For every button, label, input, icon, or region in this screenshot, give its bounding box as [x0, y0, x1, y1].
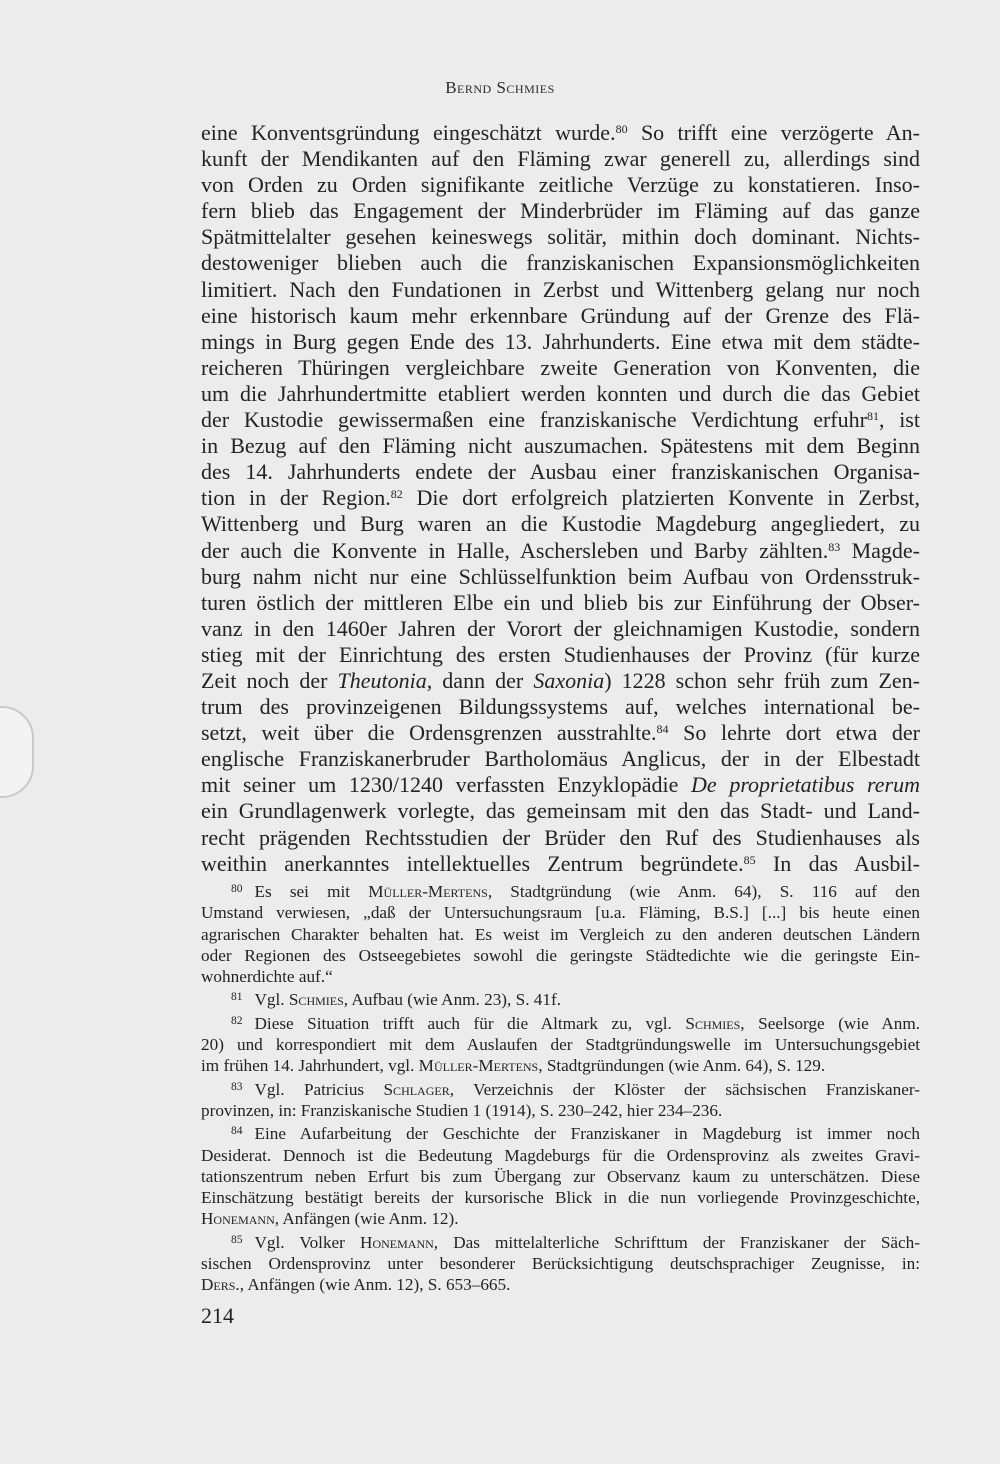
text-run: 20) und korrespondiert mit dem Auslaufen der Stadtgründungswelle im Untersuchungsgebiet	[201, 1035, 920, 1055]
author-name: Honemann	[360, 1232, 434, 1252]
text-line	[201, 694, 920, 720]
footnote-number: 80	[231, 883, 243, 895]
footnote-line	[201, 924, 920, 945]
text-line	[201, 433, 920, 459]
text-run: Vgl.	[254, 990, 289, 1010]
text-run: reicheren Thüringen vergleichbare zweite Generation von Konventen, die	[201, 354, 920, 380]
text-run: trum des provinzeigenen Bildungssystems auf, welches international be-	[201, 694, 920, 720]
footnote-line	[201, 989, 920, 1010]
footnote-line	[201, 1232, 920, 1253]
text-run: Wittenberg und Burg waren an die Kustodie Magdeburg angegliedert, zu	[201, 511, 920, 537]
text-line	[201, 851, 920, 877]
author-name: Schlager	[383, 1079, 450, 1099]
author-name: Honemann	[201, 1209, 275, 1229]
text-run: , dann der	[426, 667, 534, 693]
italic-text: De proprietatibus rerum	[691, 772, 920, 798]
footnote-line	[201, 1208, 920, 1229]
text-run: tion in der Region.	[201, 485, 391, 511]
text-line	[201, 329, 920, 355]
text-run: ein Grundlagenwerk vorlegte, das gemeinsam mit den das Stadt- und Land-	[201, 798, 920, 824]
text-run: , Verzeichnis der Klöster der sächsischen Franziskaner-	[449, 1079, 920, 1099]
text-run: , Stadtgründung (wie Anm. 64), S. 116 auf den	[487, 882, 920, 901]
text-run: der Kustodie gewissermaßen eine franziskanische Verdichtung erfuhr	[201, 407, 867, 433]
text-run: recht prägenden Rechtsstudien der Brüder den Ruf des Studienhauses als	[201, 824, 920, 850]
text-run: ) 1228 schon sehr früh zum Zen-	[604, 667, 920, 693]
text-line	[201, 146, 920, 172]
footnote-line	[201, 1013, 920, 1034]
text-line	[201, 407, 920, 433]
italic-text: Theutonia	[337, 667, 427, 693]
page-tab-marker	[0, 706, 34, 798]
footnote-number: 85	[231, 1233, 243, 1246]
footnote-reference: 81	[866, 409, 879, 424]
text-run: limitiert. Nach den Fundationen in Zerbst und Wittenberg gelang nur noch	[201, 276, 920, 302]
text-run: agrarischen Charakter behalten hat. Es weist im Vergleich zu den anderen deutschen Ländern	[201, 924, 920, 944]
footnote-line	[201, 881, 920, 902]
text-run: Zeit noch der	[201, 667, 338, 693]
text-line	[201, 250, 920, 276]
text-run: in Bezug auf den Fläming nicht auszumachen. Spätestens mit dem Beginn	[201, 433, 920, 459]
footnote	[201, 1079, 920, 1122]
footnote-line	[201, 1187, 920, 1208]
text-run: weithin anerkanntes intellektuelles Zentrum begründete.	[201, 850, 744, 876]
text-run: vanz in den 1460er Jahren der Vorort der gleichnamigen Kustodie, sondern	[201, 615, 920, 641]
footnote-reference: 83	[828, 539, 841, 554]
text-line	[201, 459, 920, 485]
text-run: provinzen, in: Franziskanische Studien 1 (1914), S. 230–242, hier 234–236.	[201, 1100, 723, 1120]
text-line	[201, 277, 920, 303]
footnote-reference: 82	[390, 487, 403, 502]
footnote-line	[201, 1055, 920, 1076]
text-run: destoweniger blieben auch die franziskanischen Expansionsmöglichkeiten	[201, 250, 920, 276]
footnote-line	[201, 1166, 920, 1187]
text-run: burg nahm nicht nur eine Schlüsselfunktion beim Aufbau von Ordensstruk-	[201, 563, 920, 589]
text-run: oder Regionen des Ostseegebietes sowohl die geringste Städtedichte wie die geringste Ein-	[201, 945, 920, 965]
text-line	[201, 642, 920, 668]
main-text	[201, 120, 920, 877]
italic-text: Saxonia	[533, 667, 605, 693]
footnotes	[201, 881, 920, 1298]
footnote-reference: 85	[743, 852, 756, 867]
text-run: der auch die Konvente in Halle, Aschersleben und Barby zählten.	[201, 537, 829, 563]
text-run: mings in Burg gegen Ende des 13. Jahrhunderts. Eine etwa mit dem städte-	[201, 328, 920, 354]
author-name: Schmies	[288, 990, 344, 1010]
text-run: setzt, weit über die Ordensgrenzen ausstrahlte.	[201, 720, 657, 746]
text-line	[201, 538, 920, 564]
text-run: , Das mittelalterliche Schrifttum der Franziskaner der Säch-	[433, 1232, 920, 1252]
text-run: , ist	[878, 407, 920, 433]
text-line	[201, 798, 920, 824]
text-line	[201, 511, 920, 537]
footnote-line	[201, 945, 920, 966]
footnote-line	[201, 1145, 920, 1166]
footnote-line	[201, 1034, 920, 1055]
footnote-line	[201, 1100, 920, 1121]
text-line	[201, 172, 920, 198]
page-number: 214	[201, 1303, 234, 1328]
text-run: Es sei mit	[254, 882, 369, 901]
text-run: eine historisch kaum mehr erkennbare Gründung auf der Grenze des Flä-	[201, 302, 920, 328]
text-line	[201, 485, 920, 511]
author-name: Müller-Mertens	[368, 882, 488, 901]
text-run: , Stadtgründungen (wie Anm. 64), S. 129.	[538, 1056, 826, 1076]
footnote	[201, 1013, 920, 1077]
text-run: Magde-	[840, 537, 921, 563]
text-line	[201, 668, 920, 694]
text-run: mit seiner um 1230/1240 verfassten Enzyklopädie	[201, 772, 692, 798]
text-line	[201, 564, 920, 590]
text-run: Vgl. Patricius	[254, 1079, 384, 1099]
footnote-line	[201, 966, 920, 987]
text-run: ., Anfängen (wie Anm. 12), S. 653–665.	[235, 1275, 511, 1295]
footnote-reference: 84	[656, 722, 669, 737]
text-run: Spätmittelalter gesehen keineswegs solitär, mithin doch dominant. Nichts-	[201, 224, 920, 250]
text-run: Umstand verwiesen, „daß der Untersuchungsraum [u.a. Fläming, B.S.] [...] bis heute einen	[201, 903, 920, 923]
footnote	[201, 989, 920, 1010]
text-line	[201, 825, 920, 851]
text-run: , Aufbau (wie Anm. 23), S. 41f.	[343, 990, 561, 1010]
footnote-reference: 80	[615, 122, 628, 136]
text-run: stieg mit der Einrichtung des ersten Studienhauses der Provinz (für kurze	[201, 641, 920, 667]
author-name: Schmies	[685, 1013, 741, 1033]
footnote-number: 83	[231, 1080, 243, 1093]
footnote	[201, 1123, 920, 1229]
text-run: des 14. Jahrhunderts endete der Ausbau einer franziskanischen Organisa-	[201, 459, 920, 485]
footnote-number: 84	[231, 1125, 243, 1138]
text-run: turen östlich der mittleren Elbe ein und blieb bis zur Einführung der Obser-	[201, 589, 920, 615]
text-line	[201, 224, 920, 250]
text-run: , Seelsorge (wie Anm.	[740, 1013, 920, 1033]
text-run: Diese Situation trifft auch für die Altmark zu, vgl.	[254, 1013, 686, 1033]
text-line	[201, 720, 920, 746]
text-line	[201, 303, 920, 329]
footnote-line	[201, 1274, 920, 1295]
footnote-line	[201, 1253, 920, 1274]
footnote-line	[201, 1123, 920, 1144]
text-run: kunft der Mendikanten auf den Fläming zwar generell zu, allerdings sind	[201, 146, 920, 172]
text-run: Vgl. Volker	[254, 1232, 361, 1252]
text-line	[201, 381, 920, 407]
text-run: fern blieb das Engagement der Minderbrüder im Fläming auf das ganze	[201, 198, 920, 224]
text-line	[201, 198, 920, 224]
text-run: von Orden zu Orden signifikante zeitliche Verzüge zu konstatieren. Inso-	[201, 172, 920, 198]
footnote-number: 81	[231, 991, 243, 1004]
text-run: Die dort erfolgreich platzierten Konvente in Zerbst,	[402, 485, 920, 511]
text-line	[201, 772, 920, 798]
text-run: So trifft eine verzögerte An-	[627, 120, 920, 145]
text-run: Eine Aufarbeitung der Geschichte der Franziskaner in Magdeburg ist immer noch	[254, 1124, 920, 1144]
text-line	[201, 120, 920, 146]
text-line	[201, 355, 920, 381]
footnote	[201, 881, 920, 987]
text-line	[201, 746, 920, 772]
running-header: Bernd Schmies	[445, 78, 555, 97]
text-run: eine Konventsgründung eingeschätzt wurde.	[201, 120, 616, 145]
text-run: Desiderat. Dennoch ist die Bedeutung Magdeburgs für die Ordensprovinz als zweites Gravi-	[201, 1145, 920, 1165]
text-run: englische Franziskanerbruder Bartholomäus Anglicus, der in der Elbestadt	[201, 746, 920, 772]
footnote-number: 82	[231, 1014, 243, 1027]
author-name: Müller-Mertens	[418, 1056, 539, 1076]
text-run: So lehrte dort etwa der	[668, 720, 920, 746]
text-run: um die Jahrhundertmitte etabliert werden konnten und durch die das Gebiet	[201, 380, 920, 406]
footnote-line	[201, 1079, 920, 1100]
text-run: In das Ausbil-	[755, 850, 920, 876]
text-run: im frühen 14. Jahrhundert, vgl.	[201, 1056, 419, 1076]
text-run: tationszentrum neben Erfurt bis zum Übergang zur Observanz kaum zu unterschätzen. Diese	[201, 1166, 920, 1186]
text-run: wohnerdichte auf.“	[201, 967, 333, 987]
text-line	[201, 616, 920, 642]
footnote	[201, 1232, 920, 1296]
text-run: sischen Ordensprovinz unter besonderer Berücksichtigung deutschsprachiger Zeugnisse, in:	[201, 1254, 920, 1274]
author-name: Ders	[201, 1275, 236, 1295]
footnote-line	[201, 902, 920, 923]
text-run: Einschätzung bestätigt bereits der kursorische Blick in die nun vorliegende Provinzgeschichte,	[201, 1188, 920, 1208]
text-run: , Anfängen (wie Anm. 12).	[274, 1209, 459, 1229]
text-line	[201, 590, 920, 616]
